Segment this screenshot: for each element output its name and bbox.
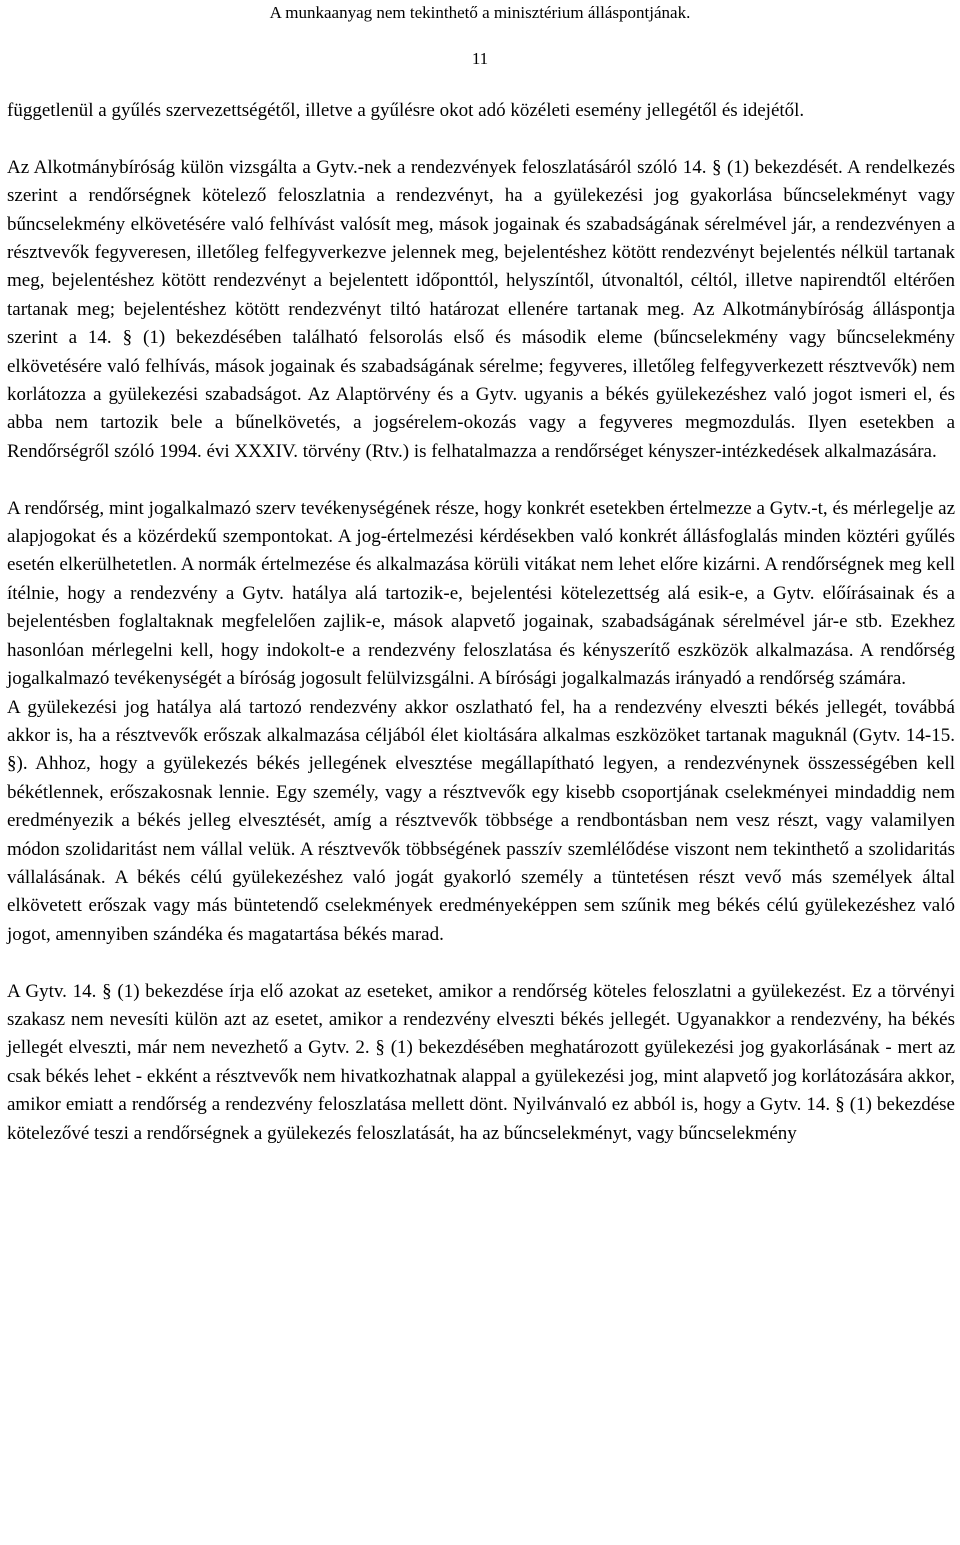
paragraph-1: függetlenül a gyűlés szervezettségétől, illetve a gyűlésre okot adó közéleti esemény jellegétől és idejétől. [7, 100, 805, 121]
document-body [7, 97, 955, 1148]
page-number: 11 [471, 49, 489, 68]
paragraph-3: A rendőrség, mint jogalkalmazó szerv tevékenységének része, hogy konkrét esetekben értelmezze a Gytv.-t, és mérlegelje az alapjogokat és a közérdekű szempontokat. A jog-értelmezési kérdésekben való konkrét állásfoglalás minden köztéri gyűlés esetén elkerülhetetlen. A normák értelmezése és alkalmazása körüli vitákat nem lehet előre kizárni. A rendőrségnek meg kell ítélnie, hogy a rendezvény a Gytv. hatálya alá tartozik-e, bejelentési kötelezettség alá esik-e, a Gytv. előírásainak és a bejelentésben foglaltaknak megfelelően zajlik-e, mások alapvető jogainak, szabadságának sérelmével jár-e stb. Ezekhez hasonlóan mérlegelni kell, hogy indokolt-e a rendezvény feloszlatása és kényszerítő eszközök alkalmazása. A rendőrség jogalkalmazó tevékenységét a bíróság jogosult felülvizsgálni. A bírósági jogalkalmazás irányadó a rendőrség számára. [7, 497, 955, 690]
paragraph-4: A gyülekezési jog hatálya alá tartozó rendezvény akkor oszlatható fel, ha a rendezvény elveszti békés jellegét, továbbá akkor is, ha a résztvevők erőszak alkalmazása céljából élet kioltására alkalmas eszközöket tartanak maguknál (Gytv. 14-15. §). Ahhoz, hogy a gyülekezés békés jellegének elvesztése megállapítható legyen, a rendezvénynek összességében kell békétlennek, erőszakosnak lennie. Egy személy, vagy a résztvevők egy kisebb csoportjának cselekményei mindaddig nem eredményezik a békés jelleg elvesztését, amíg a résztvevők többsége a rendbontásban nem vesz részt, vagy valamilyen módon szolidaritást nem vállal velük. A résztvevők többségének passzív szemlélődése viszont nem tekinthető a szolidaritás vállalásának. A békés célú gyülekezéshez való jogát gyakorló személy a tüntetésen részt vevő más személyek által elkövetett erőszak vagy más büntetendő cselekmények eredményeképpen sem szűnik meg békés célú gyülekezéshez való jogot, amennyiben szándéka és magatartása békés marad. [7, 696, 955, 945]
paragraph-2: Az Alkotmánybíróság külön vizsgálta a Gytv.-nek a rendezvények feloszlatásáról szóló 14. § (1) bekezdését. A rendelkezés szerint a rendőrségnek kötelező feloszlatnia a rendezvényt, ha a gyülekezési jog gyakorlása bűncselekményt vagy bűncselekmény elkövetésére való felhívást valósít meg, mások jogainak és szabadságának sérelmével jár, a rendezvényen a résztvevők fegyveresen, illetőleg felfegyverkezve jelennek meg, bejelentéshez kötött rendezvényt bejelentés nélkül tartanak meg, bejelentéshez kötött rendezvényt a bejelentett időponttól, helyszíntől, útvonaltól, céltól, illetve napirendtől eltérően tartanak meg; bejelentéshez kötött rendezvényt tiltó határozat ellenére tartanak meg. Az Alkotmánybíróság álláspontja szerint a 14. § (1) bekezdésében található felsorolás első és második eleme (bűncselekmény vagy bűncselekmény elkövetésére való felhívás, mások jogainak és szabadságának sérelme; fegyveres, illetőleg felfegyverkezett résztvevők) nem korlátozza a gyülekezési szabadságot. Az Alaptörvény és a Gytv. ugyanis a békés gyülekezéshez való jogot ismeri el, és abba nem tartozik bele a bűnelkövetés, a jogsérelem-okozás vagy a fegyveres megmozdulás. Ilyen esetekben a Rendőrségről szóló 1994. évi XXXIV. törvény (Rtv.) is felhatalmazza a rendőrséget kényszer-intézkedések alkalmazására. [7, 156, 955, 462]
page-header-disclaimer: A munkaanyag nem tekinthető a minisztérium álláspontjának. [269, 3, 691, 22]
paragraph-5: A Gytv. 14. § (1) bekezdése írja elő azokat az eseteket, amikor a rendőrség köteles feloszlatni a gyülekezést. Ez a törvényi szakasz nem nevesíti külön azt az esetet, amikor a rendezvény elveszti békés jellegét. Ugyanakkor a rendezvény, ha békés jellegét elveszti, már nem nevezhető a Gytv. 2. § (1) bekezdésében meghatározott gyülekezési jog gyakorlásának - mert az csak békés lehet - ekként a résztvevők nem hivatkozhatnak alappal a gyülekezési jog, mint alapvető jog korlátozására akkor, amikor emiatt a rendőrség a rendezvény feloszlatása mellett dönt. Nyilvánvaló ez abból is, hogy a Gytv. 14. § (1) bekezdése kötelezővé teszi a rendőrségnek a gyülekezés feloszlatását, ha az bűncselekményt, vagy bűncselekmény [7, 980, 955, 1144]
